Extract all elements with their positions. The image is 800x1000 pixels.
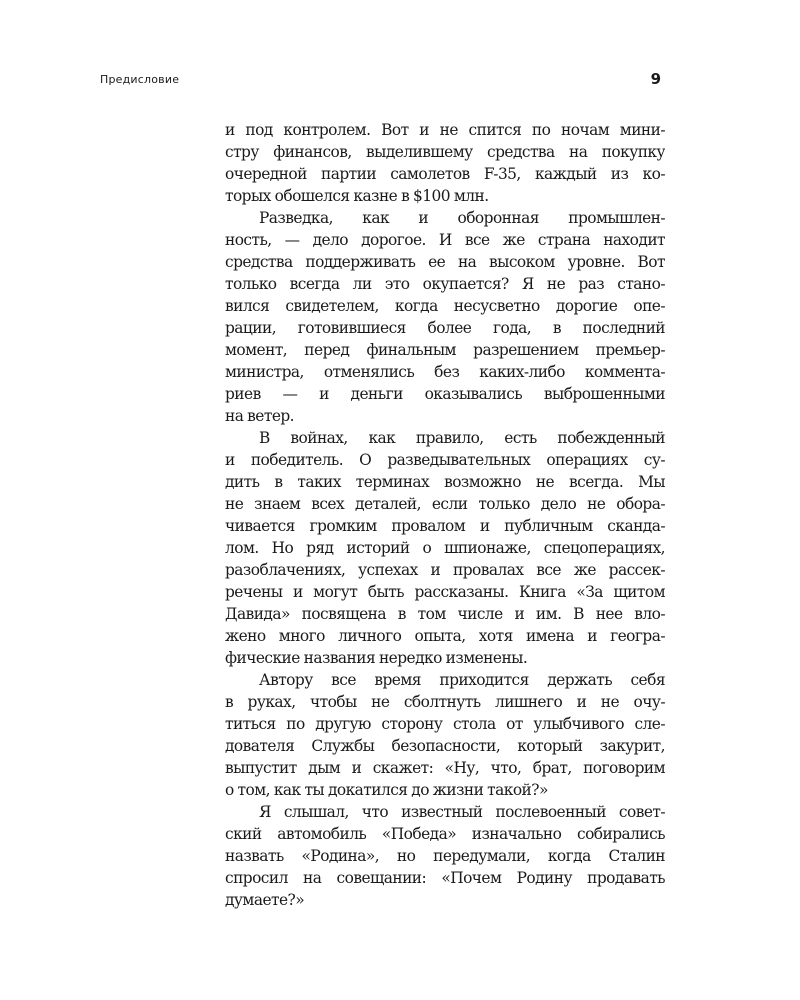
text-line: жено много личного опыта, хотя имена и геогра- [225,627,665,645]
text-line: на ветер. [225,407,295,425]
text-line: титься по другую сторону стола от улыбчивого сле- [225,715,665,733]
text-line: назвать «Родина», но передумали, когда Сталин [225,847,665,865]
text-line: фические названия нередко изменены. [225,649,528,667]
page-number: 9 [650,70,661,88]
text-line: рации, готовившиеся более года, в последний [225,319,665,337]
running-head-section-title: Предисловие [100,73,180,86]
text-line: только всегда ли это окупается? Я не раз стано- [225,275,665,293]
text-line: момент, перед финальным разрешением премьер- [225,341,665,359]
text-line: думаете?» [225,891,305,909]
text-line: лом. Но ряд историй о шпионаже, спецоперациях, [225,539,665,557]
text-line: стру финансов, выделившему средства на покупку [225,143,665,161]
text-line: В войнах, как правило, есть побежденный [259,429,665,447]
text-line: риев — и деньги оказывались выброшенными [225,385,665,403]
text-line: не знаем всех деталей, если только дело не обора- [225,495,665,513]
text-line: средства поддерживать ее на высоком уровне. Вот [225,253,665,271]
text-line: Разведка, как и оборонная промышлен- [259,209,665,227]
text-line: очередной партии самолетов F-35, каждый из ко- [225,165,665,183]
text-line: Я слышал, что известный послевоенный совет- [259,803,665,821]
text-line: и победитель. О разведывательных операциях су- [225,451,665,469]
text-line: выпустит дым и скажет: «Ну, что, брат, поговорим [225,759,665,777]
text-line: вился свидетелем, когда несусветно дорогие опе- [225,297,665,315]
text-line: разоблачениях, успехах и провалах все же рассек- [225,561,665,579]
text-line: речены и могут быть рассказаны. Книга «За щитом [225,583,665,601]
text-line: чивается громким провалом и публичным сканда- [225,517,665,535]
text-line: Автору все время приходится держать себя [259,671,665,689]
text-line: о том, как ты докатился до жизни такой?» [225,781,548,799]
text-line: в руках, чтобы не сболтнуть лишнего и не очу- [225,693,665,711]
text-line: дователя Службы безопасности, который закурит, [225,737,665,755]
text-line: спросил на совещании: «Почем Родину продавать [225,869,665,887]
text-line: Давида» посвящена в том числе и им. В нее вло- [225,605,665,623]
text-line: торых обошелся казне в $100 млн. [225,187,489,205]
body-text [225,119,665,911]
text-line: министра, отменялись без каких-либо коммента- [225,363,665,381]
text-line: ский автомобиль «Победа» изначально собирались [225,825,665,843]
text-line: и под контролем. Вот и не спится по ночам мини- [225,121,665,139]
text-line: ность, — дело дорогое. И все же страна находит [225,231,665,249]
text-line: дить в таких терминах возможно не всегда. Мы [225,473,665,491]
